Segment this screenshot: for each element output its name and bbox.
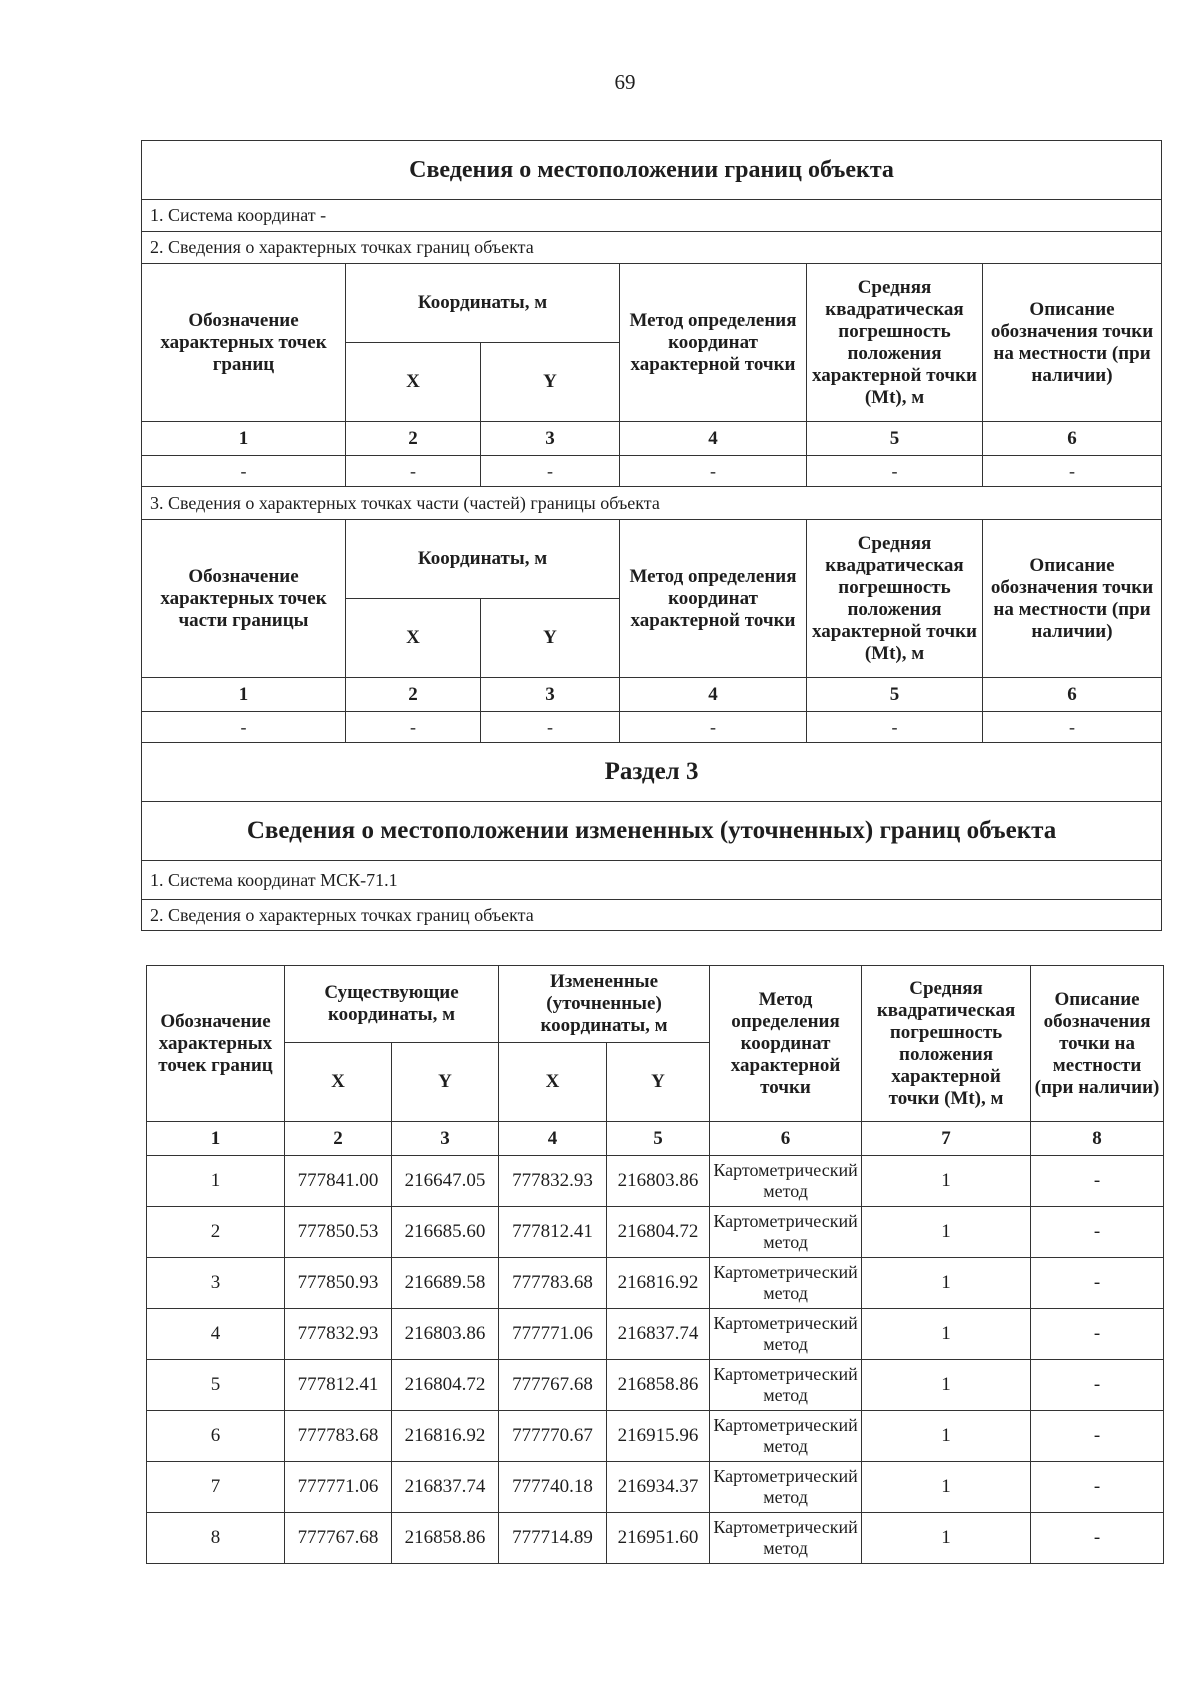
col-number: 5 <box>807 422 983 456</box>
changed-y-cell: 216951.60 <box>607 1513 710 1564</box>
existing-x-cell: 777771.06 <box>285 1462 392 1513</box>
empty-cell: - <box>807 456 983 487</box>
existing-y-cell: 216816.92 <box>392 1411 499 1462</box>
changed-x-cell: 777812.41 <box>499 1207 607 1258</box>
existing-y-cell: 216837.74 <box>392 1462 499 1513</box>
point-number-cell: 2 <box>147 1207 285 1258</box>
changed-y-cell: 216934.37 <box>607 1462 710 1513</box>
header-y: Y <box>481 599 620 678</box>
empty-cell: - <box>983 456 1162 487</box>
header-y: Y <box>392 1043 499 1122</box>
col-number: 4 <box>620 678 807 712</box>
header-error: Средняя квадратическая погрешность положения характерной точки (Mt), м <box>807 520 983 678</box>
point-number-cell: 4 <box>147 1309 285 1360</box>
method-cell: Картометрический метод <box>710 1411 862 1462</box>
description-cell: - <box>1031 1462 1164 1513</box>
table-row <box>147 1309 1164 1360</box>
table-row <box>147 1207 1164 1258</box>
method-cell: Картометрический метод <box>710 1258 862 1309</box>
changed-x-cell: 777771.06 <box>499 1309 607 1360</box>
col-number: 6 <box>983 678 1162 712</box>
boundary-location-table <box>141 140 1162 931</box>
existing-y-cell: 216804.72 <box>392 1360 499 1411</box>
existing-y-cell: 216858.86 <box>392 1513 499 1564</box>
header-x: X <box>346 599 481 678</box>
header-y: Y <box>481 343 620 422</box>
changed-boundary-points-table <box>146 965 1164 1564</box>
description-cell: - <box>1031 1258 1164 1309</box>
method-cell: Картометрический метод <box>710 1309 862 1360</box>
table-row <box>147 1513 1164 1564</box>
existing-x-cell: 777812.41 <box>285 1360 392 1411</box>
changed-x-cell: 777832.93 <box>499 1156 607 1207</box>
header-x: X <box>285 1043 392 1122</box>
changed-x-cell: 777767.68 <box>499 1360 607 1411</box>
changed-y-cell: 216804.72 <box>607 1207 710 1258</box>
header-coords: Координаты, м <box>346 520 620 599</box>
col-number: 6 <box>710 1122 862 1156</box>
method-cell: Картометрический метод <box>710 1462 862 1513</box>
header-existing-coords: Существующие координаты, м <box>285 966 499 1043</box>
col-number: 5 <box>607 1122 710 1156</box>
existing-x-cell: 777832.93 <box>285 1309 392 1360</box>
existing-x-cell: 777767.68 <box>285 1513 392 1564</box>
changed-x-cell: 777783.68 <box>499 1258 607 1309</box>
page-number: 69 <box>614 70 636 94</box>
section3-title: Сведения о местоположении измененных (уточненных) границ объекта <box>142 802 1162 861</box>
method-cell: Картометрический метод <box>710 1513 862 1564</box>
block-title: Сведения о местоположении границ объекта <box>142 141 1162 200</box>
existing-x-cell: 777841.00 <box>285 1156 392 1207</box>
table-row <box>147 1258 1164 1309</box>
point-rows <box>147 1156 1164 1564</box>
changed-x-cell: 777740.18 <box>499 1462 607 1513</box>
changed-y-cell: 216837.74 <box>607 1309 710 1360</box>
empty-cell: - <box>983 712 1162 743</box>
table-row <box>147 1360 1164 1411</box>
changed-x-cell: 777770.67 <box>499 1411 607 1462</box>
point-number-cell: 5 <box>147 1360 285 1411</box>
point-number-cell: 7 <box>147 1462 285 1513</box>
description-cell: - <box>1031 1207 1164 1258</box>
header-description: Описание обозначения точки на местности (при наличии) <box>1031 966 1164 1122</box>
col-number: 8 <box>1031 1122 1164 1156</box>
col-number: 3 <box>392 1122 499 1156</box>
description-cell: - <box>1031 1411 1164 1462</box>
description-cell: - <box>1031 1360 1164 1411</box>
point-number-cell: 6 <box>147 1411 285 1462</box>
mean-error-cell: 1 <box>862 1462 1031 1513</box>
col-number: 3 <box>481 678 620 712</box>
existing-x-cell: 777850.53 <box>285 1207 392 1258</box>
existing-y-cell: 216685.60 <box>392 1207 499 1258</box>
header-designation: Обозначение характерных точек границ <box>142 264 346 422</box>
header-description: Описание обозначения точки на местности (при наличии) <box>983 264 1162 422</box>
col-number: 1 <box>142 678 346 712</box>
changed-x-cell: 777714.89 <box>499 1513 607 1564</box>
description-cell: - <box>1031 1309 1164 1360</box>
empty-cell: - <box>481 712 620 743</box>
description-cell: - <box>1031 1513 1164 1564</box>
mean-error-cell: 1 <box>862 1309 1031 1360</box>
col-number: 4 <box>620 422 807 456</box>
existing-y-cell: 216689.58 <box>392 1258 499 1309</box>
mean-error-cell: 1 <box>862 1156 1031 1207</box>
point-number-cell: 3 <box>147 1258 285 1309</box>
changed-y-cell: 216858.86 <box>607 1360 710 1411</box>
points-section-title: 2. Сведения о характерных точках границ объекта <box>142 900 1162 931</box>
changed-y-cell: 216816.92 <box>607 1258 710 1309</box>
point-number-cell: 1 <box>147 1156 285 1207</box>
col-number: 2 <box>346 422 481 456</box>
table-row <box>147 1156 1164 1207</box>
header-error: Средняя квадратическая погрешность положения характерной точки (Mt), м <box>862 966 1031 1122</box>
header-designation: Обозначение характерных точек границ <box>147 966 285 1122</box>
mean-error-cell: 1 <box>862 1411 1031 1462</box>
method-cell: Картометрический метод <box>710 1156 862 1207</box>
col-number: 2 <box>285 1122 392 1156</box>
existing-x-cell: 777850.93 <box>285 1258 392 1309</box>
empty-cell: - <box>481 456 620 487</box>
col-number: 5 <box>807 678 983 712</box>
empty-cell: - <box>142 456 346 487</box>
header-x: X <box>346 343 481 422</box>
col-number: 7 <box>862 1122 1031 1156</box>
header-x: X <box>499 1043 607 1122</box>
mean-error-cell: 1 <box>862 1513 1031 1564</box>
header-designation-part: Обозначение характерных точек части границы <box>142 520 346 678</box>
empty-cell: - <box>620 712 807 743</box>
col-number: 1 <box>142 422 346 456</box>
empty-cell: - <box>620 456 807 487</box>
col-number: 2 <box>346 678 481 712</box>
mean-error-cell: 1 <box>862 1258 1031 1309</box>
col-number: 1 <box>147 1122 285 1156</box>
description-cell: - <box>1031 1156 1164 1207</box>
empty-cell: - <box>807 712 983 743</box>
header-error: Средняя квадратическая погрешность положения характерной точки (Mt), м <box>807 264 983 422</box>
empty-cell: - <box>142 712 346 743</box>
method-cell: Картометрический метод <box>710 1207 862 1258</box>
empty-cell: - <box>346 712 481 743</box>
section-title: Раздел 3 <box>142 743 1162 802</box>
table-row <box>147 1411 1164 1462</box>
changed-y-cell: 216915.96 <box>607 1411 710 1462</box>
header-coords: Координаты, м <box>346 264 620 343</box>
existing-y-cell: 216803.86 <box>392 1309 499 1360</box>
coord-system-line: 1. Система координат МСК-71.1 <box>142 861 1162 900</box>
points-section-title: 2. Сведения о характерных точках границ объекта <box>142 232 1162 264</box>
mean-error-cell: 1 <box>862 1360 1031 1411</box>
method-cell: Картометрический метод <box>710 1360 862 1411</box>
col-number: 4 <box>499 1122 607 1156</box>
col-number: 3 <box>481 422 620 456</box>
coord-system-line: 1. Система координат - <box>142 200 1162 232</box>
existing-x-cell: 777783.68 <box>285 1411 392 1462</box>
point-number-cell: 8 <box>147 1513 285 1564</box>
table-row <box>147 1462 1164 1513</box>
empty-cell: - <box>346 456 481 487</box>
part-points-section-title: 3. Сведения о характерных точках части (частей) границы объекта <box>142 487 1162 520</box>
header-y: Y <box>607 1043 710 1122</box>
header-method: Метод определения координат характерной точки <box>620 264 807 422</box>
header-description: Описание обозначения точки на местности (при наличии) <box>983 520 1162 678</box>
col-number: 6 <box>983 422 1162 456</box>
existing-y-cell: 216647.05 <box>392 1156 499 1207</box>
changed-y-cell: 216803.86 <box>607 1156 710 1207</box>
header-method: Метод определения координат характерной точки <box>620 520 807 678</box>
header-method: Метод определения координат характерной точки <box>710 966 862 1122</box>
header-changed-coords: Измененные (уточненные) координаты, м <box>499 966 710 1043</box>
mean-error-cell: 1 <box>862 1207 1031 1258</box>
